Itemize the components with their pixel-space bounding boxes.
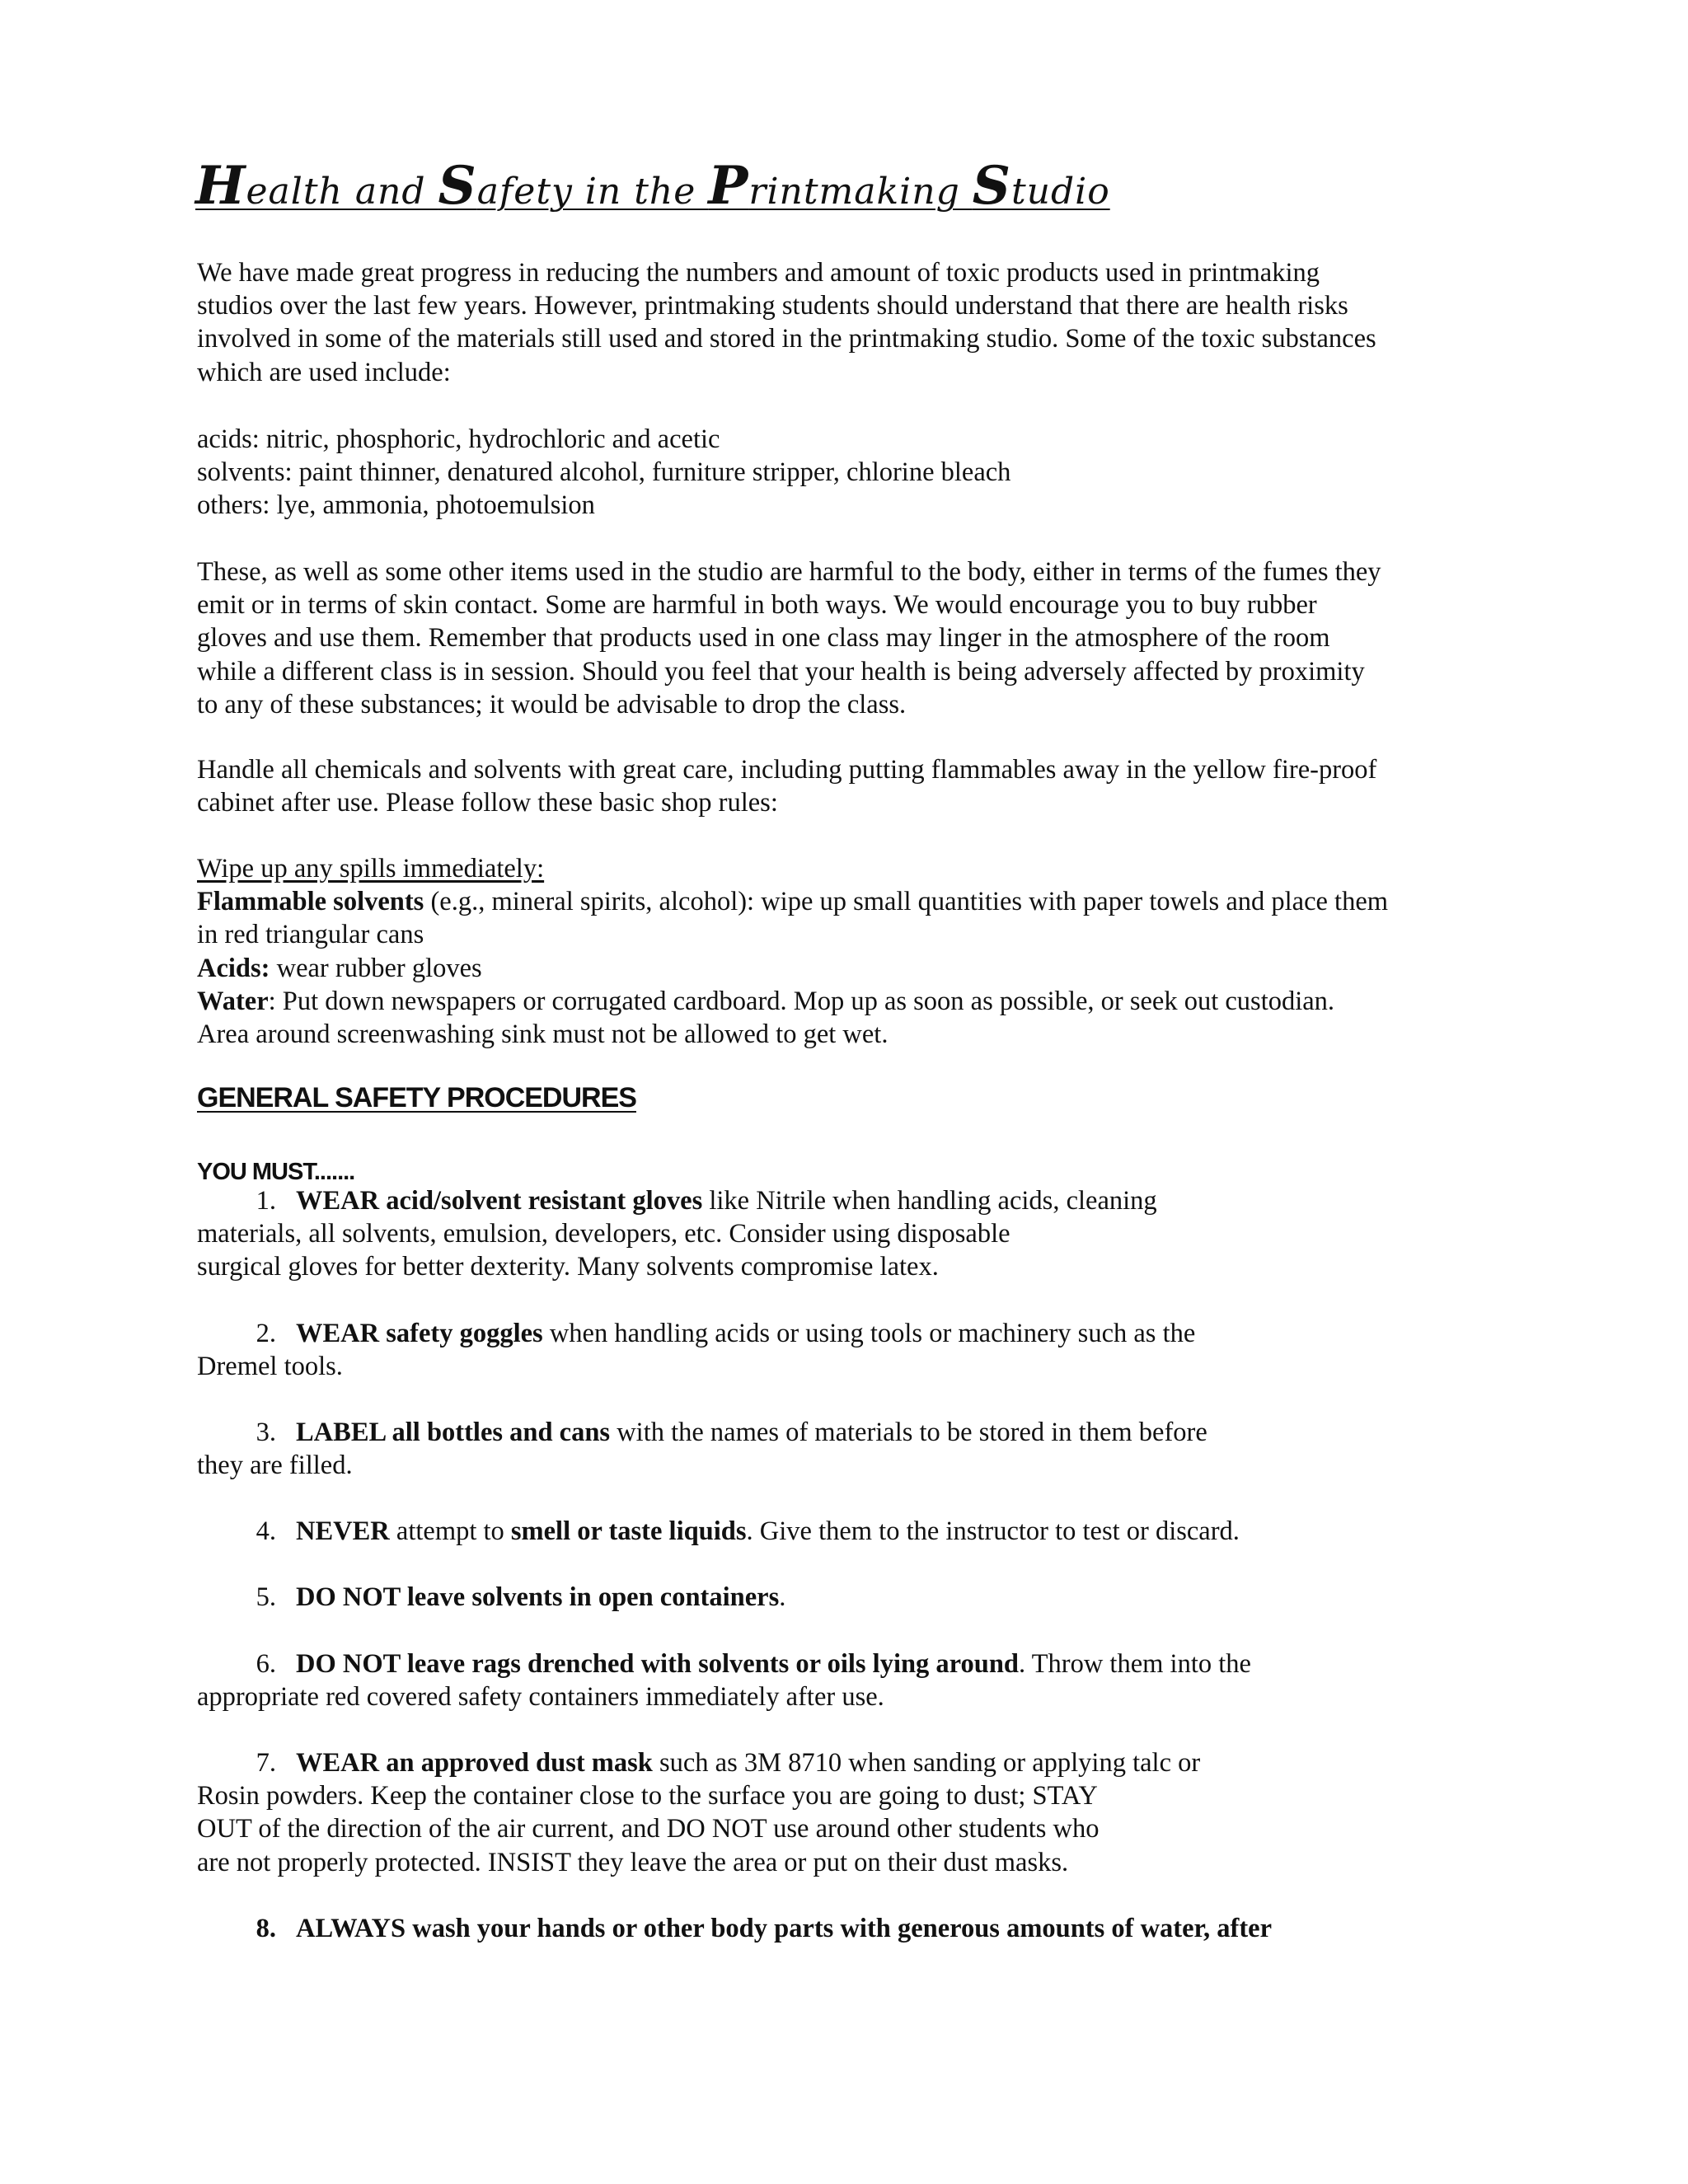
title-initial-s2: S bbox=[972, 155, 1011, 217]
acids-text: wear rubber gloves bbox=[270, 953, 482, 983]
rule-4 bbox=[197, 1515, 1240, 1548]
text-line: while a different class is in session. Should you feel that your health is being adversely affected by proximity bbox=[197, 656, 1365, 687]
rule-text: . Give them to the instructor to test or discard. bbox=[746, 1516, 1240, 1546]
text-line: surgical gloves for better dexterity. Many solvents compromise latex. bbox=[197, 1252, 939, 1282]
rule-text: . bbox=[779, 1582, 786, 1612]
rule-text: with the names of materials to be stored in them before bbox=[610, 1418, 1207, 1447]
title-part: rintmaking bbox=[748, 171, 973, 213]
general-safety-heading: GENERAL SAFETY PROCEDURES bbox=[197, 1082, 636, 1113]
water-line bbox=[197, 985, 1388, 1018]
rule-6 bbox=[197, 1647, 1251, 1713]
rule-number: 4. bbox=[256, 1516, 276, 1546]
water-label: Water bbox=[197, 986, 269, 1016]
text-line: Area around screenwashing sink must not be allowed to get wet. bbox=[197, 1019, 889, 1050]
title-initial-p: P bbox=[708, 155, 749, 217]
rule-emphasis: smell or taste liquids bbox=[510, 1516, 747, 1546]
text-line: which are used include: bbox=[197, 357, 451, 387]
rule-number: 3. bbox=[256, 1418, 276, 1447]
rule-emphasis: WEAR acid/solvent resistant gloves bbox=[296, 1186, 703, 1216]
rule-emphasis: DO NOT leave rags drenched with solvents or oils lying around bbox=[296, 1649, 1019, 1679]
text-line: appropriate red covered safety containers immediately after use. bbox=[197, 1682, 884, 1713]
text-line: to any of these substances; it would be advisable to drop the class. bbox=[197, 689, 907, 719]
text-line: We have made great progress in reducing the numbers and amount of toxic products used in printmaking bbox=[197, 258, 1320, 288]
rule-number: 6. bbox=[256, 1649, 276, 1679]
rule-number: 1. bbox=[256, 1186, 276, 1216]
substances-list bbox=[197, 423, 1010, 523]
handle-paragraph bbox=[197, 753, 1376, 819]
rule-emphasis: WEAR an approved dust mask bbox=[296, 1748, 653, 1778]
text-line: Rosin powders. Keep the container close to the surface you are going to dust; STAY bbox=[197, 1781, 1098, 1811]
rule-emphasis: NEVER bbox=[296, 1516, 390, 1546]
title-initial-h: H bbox=[195, 155, 246, 217]
rule-1 bbox=[197, 1184, 1157, 1284]
spills-section bbox=[197, 852, 1388, 1051]
text-line: studios over the last few years. However, printmaking students should understand that there are health risks bbox=[197, 291, 1348, 321]
flammable-line bbox=[197, 885, 1388, 918]
text-line: Handle all chemicals and solvents with great care, including putting flammables away in the yellow fire-proof bbox=[197, 755, 1377, 785]
you-must-heading: YOU MUST....... bbox=[197, 1159, 355, 1185]
rule-number: 2. bbox=[256, 1319, 276, 1348]
acids-label: Acids: bbox=[197, 953, 270, 983]
rule-emphasis: LABEL all bottles and cans bbox=[296, 1418, 611, 1447]
text-line: OUT of the direction of the air current, and DO NOT use around other students who bbox=[197, 1814, 1100, 1844]
text-line: These, as well as some other items used in the studio are harmful to the body, either in terms of the fumes they bbox=[197, 557, 1381, 587]
spills-heading: Wipe up any spills immediately: bbox=[197, 854, 545, 883]
rule-emphasis: DO NOT leave solvents in open containers bbox=[296, 1582, 780, 1612]
rule-emphasis: WEAR safety goggles bbox=[296, 1319, 543, 1348]
text-line: in red triangular cans bbox=[197, 920, 424, 950]
rule-2 bbox=[197, 1317, 1195, 1383]
rule-5 bbox=[197, 1581, 785, 1614]
rule-3 bbox=[197, 1416, 1207, 1482]
text-line: they are filled. bbox=[197, 1451, 353, 1481]
rule-number: 8. bbox=[256, 1914, 276, 1943]
text-line: others: lye, ammonia, photoemulsion bbox=[197, 490, 595, 521]
text-line: emit or in terms of skin contact. Some are harmful in both ways. We would encourage you to buy rubber bbox=[197, 590, 1317, 621]
text-line: involved in some of the materials still used and stored in the printmaking studio. Some of the toxic substances bbox=[197, 324, 1376, 354]
rule-text: . Throw them into the bbox=[1019, 1649, 1251, 1679]
text-line: Dremel tools. bbox=[197, 1352, 343, 1382]
rule-text: such as 3M 8710 when sanding or applying talc or bbox=[652, 1748, 1201, 1778]
title-part: ealth and bbox=[246, 171, 438, 213]
text-line: cabinet after use. Please follow these basic shop rules: bbox=[197, 788, 778, 818]
rule-text: when handling acids or using tools or machinery such as the bbox=[542, 1319, 1196, 1348]
rule-emphasis: ALWAYS wash your hands or other body parts with generous amounts of water, after bbox=[296, 1914, 1272, 1943]
document-title bbox=[195, 155, 1110, 217]
rule-text: like Nitrile when handling acids, cleaning bbox=[702, 1186, 1157, 1216]
text-line: solvents: paint thinner, denatured alcohol, furniture stripper, chlorine bleach bbox=[197, 457, 1011, 488]
rule-7 bbox=[197, 1746, 1200, 1879]
text-line: materials, all solvents, emulsion, developers, etc. Consider using disposable bbox=[197, 1219, 1010, 1249]
rule-number: 7. bbox=[256, 1748, 276, 1778]
title-initial-s: S bbox=[438, 155, 477, 217]
rule-text: attempt to bbox=[389, 1516, 511, 1546]
acids-line bbox=[197, 952, 1388, 985]
flammable-label: Flammable solvents bbox=[197, 887, 424, 917]
water-text: : Put down newspapers or corrugated cardboard. Mop up as soon as possible, or seek out custodian. bbox=[268, 986, 1335, 1016]
title-part: tudio bbox=[1010, 171, 1110, 213]
title-part: afety in the bbox=[476, 171, 709, 213]
intro-paragraph bbox=[197, 256, 1376, 389]
flammable-text: (e.g., mineral spirits, alcohol): wipe up small quantities with paper towels and place them bbox=[424, 887, 1389, 917]
text-line: are not properly protected. INSIST they leave the area or put on their dust masks. bbox=[197, 1847, 1069, 1877]
rule-8 bbox=[197, 1912, 1272, 1945]
rule-number: 5. bbox=[256, 1582, 276, 1612]
harm-paragraph bbox=[197, 555, 1381, 721]
text-line: gloves and use them. Remember that products used in one class may linger in the atmosphere of the room bbox=[197, 623, 1330, 654]
text-line: acids: nitric, phosphoric, hydrochloric and acetic bbox=[197, 424, 720, 454]
